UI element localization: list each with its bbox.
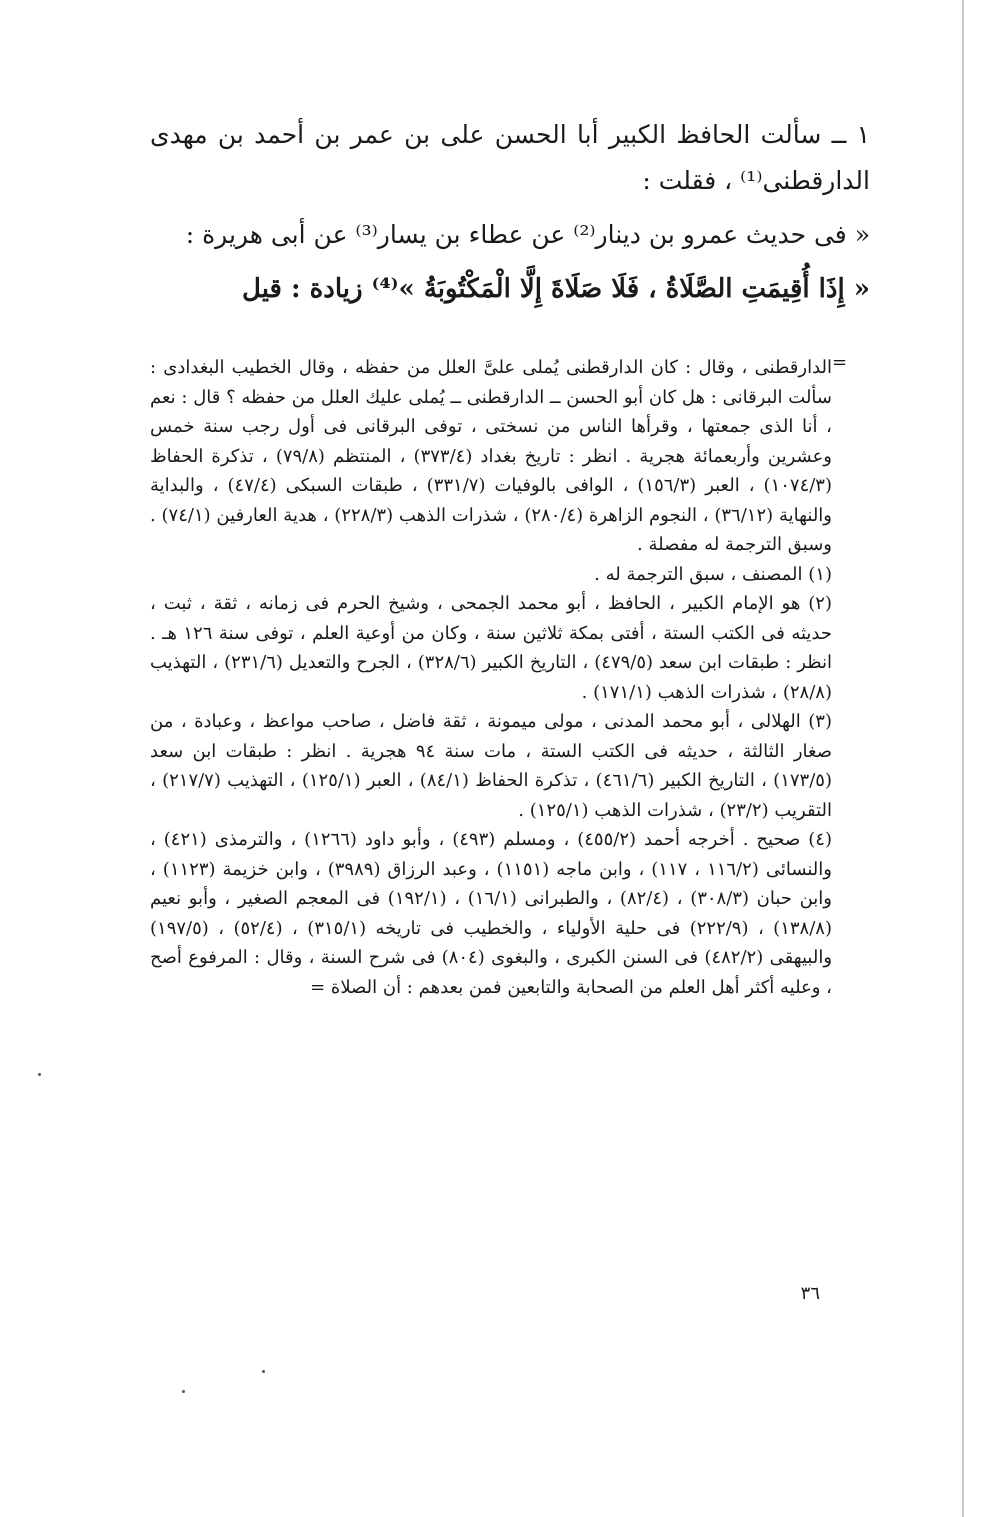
footnote-4: (٤) صحيح . أخرجه أحمد (٤٥٥/٢) ، ومسلم (٤٩٣) ، وأبو داود (١٢٦٦) ، والترمذى (٤٢١) ، والنسائى (١١٦/٢ ، ١١٧) ، وابن ماجه (١١٥١) ، وعبد الرزاق (٣٩٨٩) ، وابن خزيمة (١١٢٣) ، وابن حبان (٣٠٨/٣) ، (٨٢/٤) ، والطبرانى (١٦/١) ، (١٩٢/١) فى المعجم الصغير ، وأبو نعيم (١٣٨/٨) ، (٢٢٢/٩) فى حلية الأولياء ، والخطيب فى تاريخه (٣١٥/١) ، (٥٢/٤) ، (١٩٧/٥) والبيهقى (٤٨٢/٢) فى السنن الكبرى ، والبغوى (٨٠٤) فى شرح السنة ، وقال : المرفوع أصح ، وعليه أكثر أهل العلم من الصحابة والتابعين فمن بعدهم : أن الصلاة =: [150, 829, 833, 998]
footnotes: [150, 353, 832, 1002]
hadith-text: « إِذَا أُقِيمَتِ الصَّلَاةُ ، فَلَا صَلَاةَ إِلَّا الْمَكْتُوبَةُ »⁽⁴⁾ زيادة : قيل: [242, 274, 870, 304]
footnote-2: (٢) هو الإمام الكبير ، الحافظ ، أبو محمد الجمحى ، وشيخ الحرم فى زمانه ، ثقة ، ثبت ، حديثه فى الكتب الستة ، أفتى بمكة ثلاثين سنة ، وكان من أوعية العلم ، توفى سنة ١٢٦ هـ . انظر : طبقات ابن سعد (٤٧٩/٥) ، التاريخ الكبير (٣٢٨/٦) ، الجرح والتعديل (٢٣١/٦) ، التهذيب (٢٨/٨) ، شذرات الذهب (١٧١/١) .: [150, 593, 833, 703]
footnote-3: (٣) الهلالى ، أبو محمد المدنى ، مولى ميمونة ، ثقة فاضل ، صاحب مواعظ ، وعبادة ، من صغار الثالثة ، حديثه فى الكتب الستة ، مات سنة ٩٤ هجرية . انظر : طبقات ابن سعد (١٧٣/٥) ، التاريخ الكبير (٤٦١/٦) ، تذكرة الحفاظ (٨٤/١) ، العبر (١٢٥/١) ، التهذيب (٢١٧/٧) ، التقريب (٢٣/٢) ، شذرات الذهب (١٢٥/١) .: [150, 711, 833, 821]
main-paragraph-1: ١ ــ سألت الحافظ الكبير أبا الحسن على بن عمر بن أحمد بن مهدى الدارقطنى⁽¹⁾ ، فقلت :: [150, 120, 870, 195]
footnote-continuation-mark: =: [832, 352, 848, 373]
footnote-continuation: الدارقطنى ، وقال : كان الدارقطنى يُملى علىَّ العلل من حفظه ، وقال الخطيب البغدادى : سألت البرقانى : هل كان أبو الحسن ــ الدارقطنى ــ يُملى عليك العلل من حفظه ؟ قال : نعم ، أنا الذى جمعتها ، وقرأها الناس من نسختى ، توفى البرقانى فى أول رجب سنة خمس وعشرين وأربعمائة هجرية . انظر : تاريخ بغداد (٣٧٣/٤) ، المنتظم (٧٩/٨) ، تذكرة الحفاظ (١٠٧٤/٣) ، العبر (١٥٦/٣) ، الوافى بالوفيات (٣٣١/٧) ، طبقات السبكى (٤٧/٤) ، والبداية والنهاية (٣٦/١٢) ، النجوم الزاهرة (٢٨٠/٤) ، شذرات الذهب (٢٢٨/٣) ، هدية العارفين (٧٤/١) . وسبق الترجمة له مفصلة .: [150, 357, 833, 555]
footnote-1: (١) المصنف ، سبق الترجمة له .: [594, 563, 832, 585]
scan-speck: [182, 1390, 185, 1393]
page-number: ٣٦: [800, 1283, 820, 1304]
main-paragraph-2: « فى حديث عمرو بن دينار⁽²⁾ عن عطاء بن يسار⁽³⁾ عن أبى هريرة :: [185, 220, 870, 249]
scan-speck: [262, 1370, 265, 1373]
scan-edge-line: [962, 0, 964, 1517]
main-text: [150, 112, 870, 320]
scan-speck: [38, 1073, 41, 1076]
